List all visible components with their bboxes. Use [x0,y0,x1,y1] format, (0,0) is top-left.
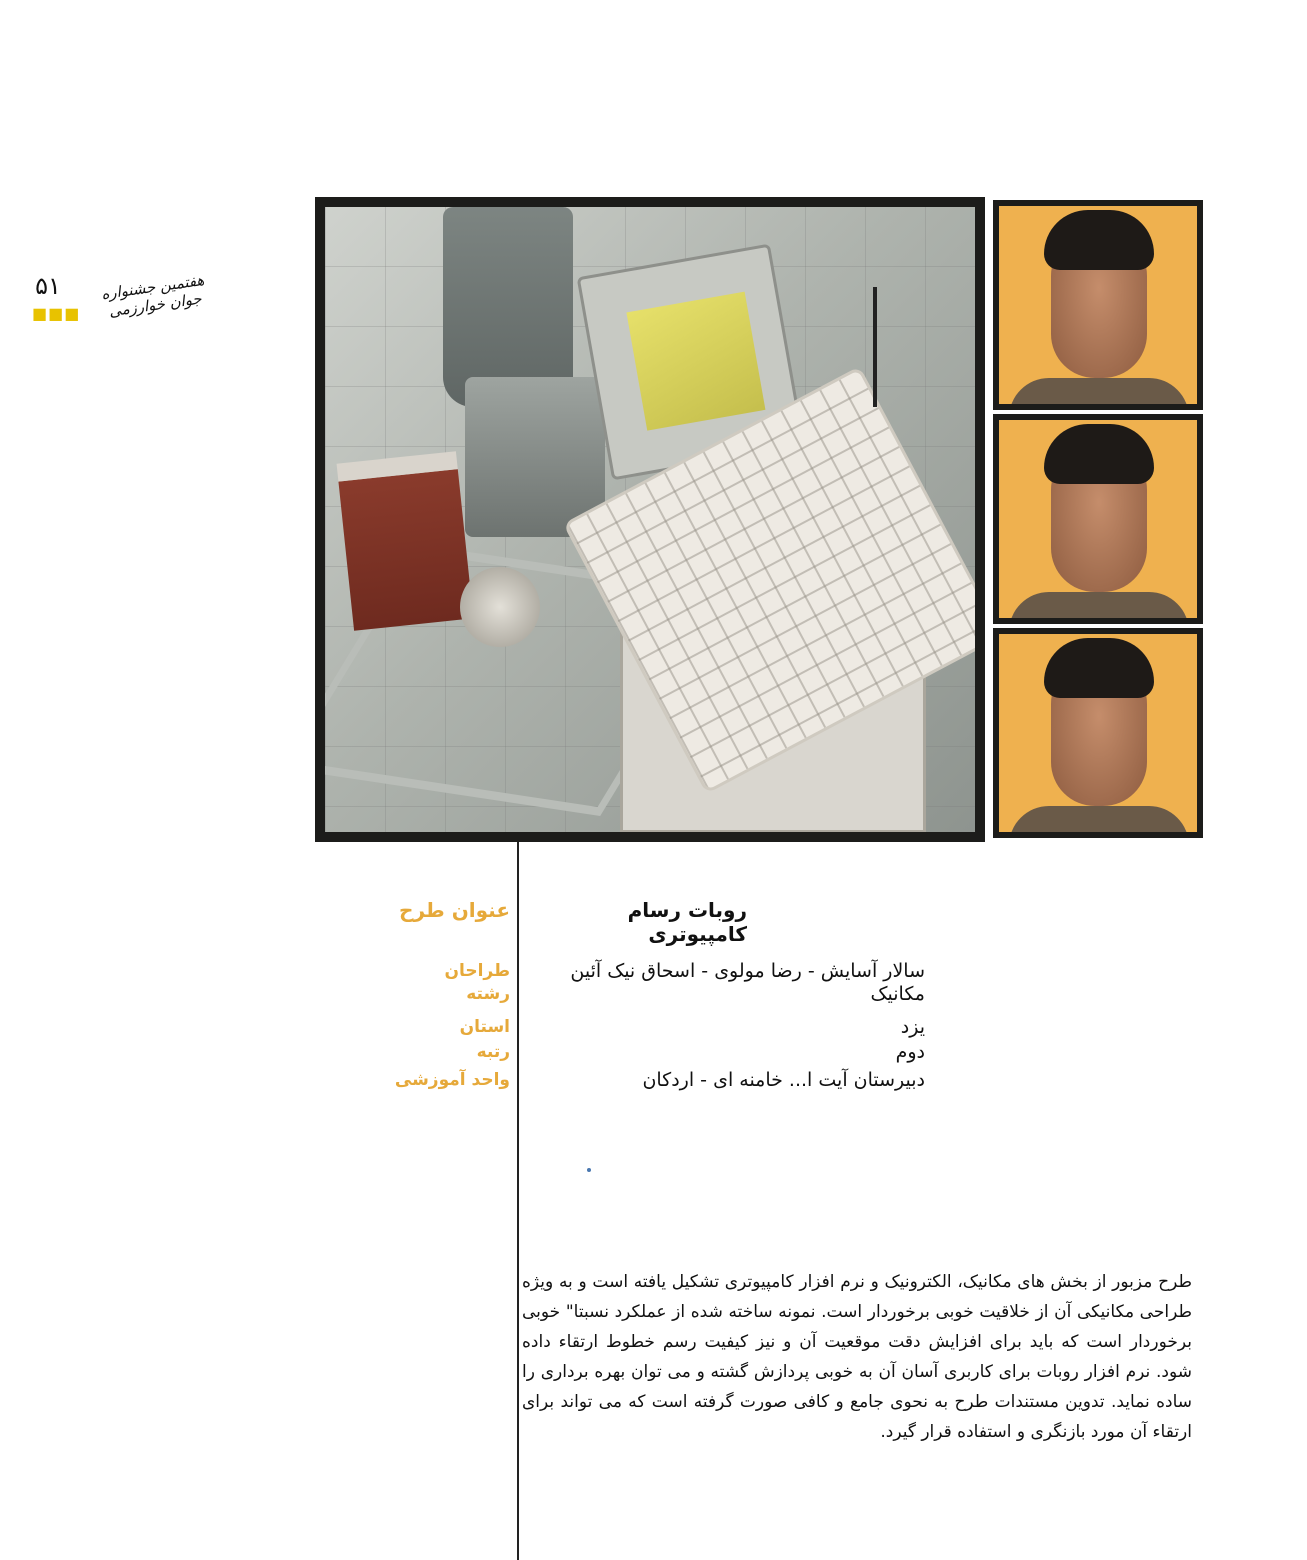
robot-photo-image [325,207,975,832]
robot-battery [337,451,474,631]
field-value-designers: سالار آسایش - رضا مولوی - اسحاق نیک آئین [570,960,925,982]
field-value-rank: دوم [895,1041,925,1063]
robot-antenna [873,287,877,407]
field-value-discipline: مکانیک [870,983,925,1005]
designer-portrait-1 [993,200,1203,410]
field-label-school: واحد آموزشی [394,1070,510,1090]
portrait-hair [1044,638,1154,698]
robot-photo [315,197,985,842]
project-title: روبات رسام کامپیوتری [627,898,747,946]
field-value-province: یزد [900,1016,925,1038]
stray-mark [587,1168,591,1172]
portrait-hair [1044,210,1154,270]
portrait-photo [999,634,1197,832]
monitor-screen [626,292,765,431]
portrait-shirt [1009,592,1189,618]
portrait-photo [999,206,1197,404]
project-description: طرح مزبور از بخش های مکانیک، الکترونیک و نرم افزار کامپیوتری تشکیل یافته است و به ویژه طراحی مکانیکی آن از خلاقیت خوبی برخوردار است. نمونه ساخته شده از عملکرد نسبتا" خوبی برخوردار است که باید برای افزایش دقت موقعیت آن و نیز کیفیت رسم خطوط ارتقاء داده شود. نرم افزار روبات برای کاربری آسان آن به خوبی پردازش گشته و می توان بهره برداری را ساده نماید. تدوین مستندات طرح به نحوی جامع و کافی صورت گرفته است که می تواند برای ارتقاء آن مورد بازنگری و استفاده قرار گیرد. [522,1272,1192,1442]
project-title-label: عنوان طرح [399,898,510,922]
field-value-school: دبیرستان آیت ا... خامنه ای - اردکان [642,1069,925,1091]
robot-motor [460,567,540,647]
portrait-shirt [1009,806,1189,832]
column-divider [517,842,519,1560]
page-number-accent: ■■■ [32,304,81,323]
field-label-designers: طراحان [444,961,510,981]
field-label-rank: رتبه [476,1042,510,1062]
field-label-discipline: رشته [466,984,510,1004]
page-number: ۵۱ [35,272,61,300]
portrait-shirt [1009,378,1189,404]
portrait-photo [999,420,1197,618]
page-header [20,272,220,352]
designer-portrait-2 [993,414,1203,624]
portrait-hair [1044,424,1154,484]
festival-title: هفتمین جشنواره جوان خوارزمی [100,270,206,321]
field-label-province: استان [459,1017,510,1037]
designer-portrait-3 [993,628,1203,838]
